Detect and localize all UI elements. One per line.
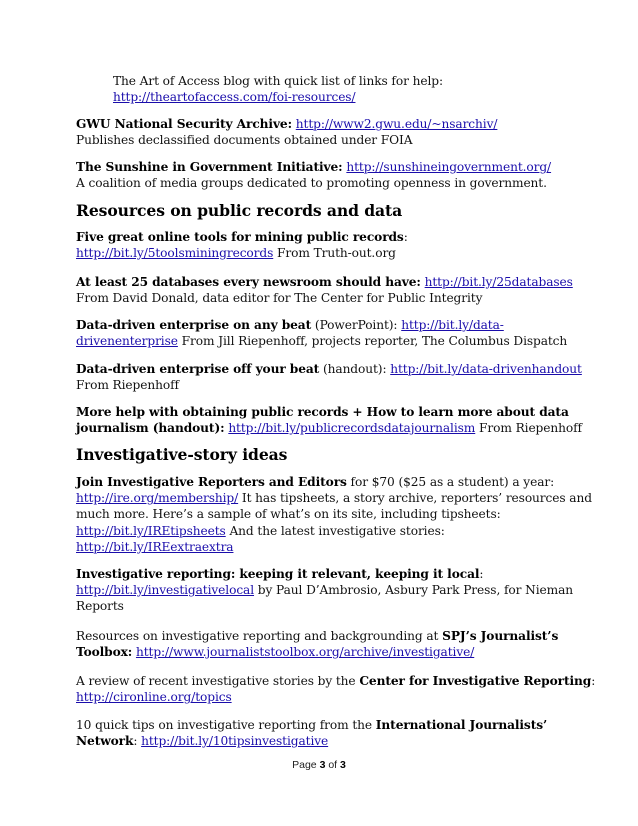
gwu-desc: Publishes declassified documents obtained under FOIA xyxy=(76,133,413,148)
more-help-source: From Riepenhoff xyxy=(475,421,582,436)
ire-desc-2: much more. Here’s a sample of what’s on its site, including tipsheets: xyxy=(76,507,501,522)
dde-off-title: Data-driven enterprise off your beat xyxy=(76,362,320,376)
dde-any-title: Data-driven enterprise on any beat xyxy=(76,318,312,332)
dde-any-link-part2[interactable]: drivenenterprise xyxy=(76,334,178,349)
cir-title: Center for Investigative Reporting xyxy=(359,674,592,688)
section-heading-public-records: Resources on public records and data xyxy=(76,201,403,220)
dde-any-format: (PowerPoint): xyxy=(311,318,402,332)
five-tools-link[interactable]: http://bit.ly/5toolsminingrecords xyxy=(76,246,274,261)
ijn-colon: : xyxy=(133,734,142,749)
spj-link[interactable]: http://www.journaliststoolbox.org/archive/investigative/ xyxy=(135,645,475,660)
more-help-title-line1: More help with obtaining public records + How to learn more about data xyxy=(76,405,569,419)
keeping-local-source: by Paul D’Ambrosio, Asbury Park Press, for Nieman xyxy=(254,583,573,598)
ijn-title-1: International Journalists’ xyxy=(375,718,548,732)
five-tools-colon: : xyxy=(403,230,408,244)
art-of-access-text: The Art of Access blog with quick list of links for help: xyxy=(113,74,443,88)
more-help-link[interactable]: http://bit.ly/publicrecordsdatajournalism xyxy=(228,421,476,436)
keeping-local-source-2: Reports xyxy=(76,599,124,614)
ire-membership-link[interactable]: http://ire.org/membership/ xyxy=(76,491,239,506)
footer-page-label: Page xyxy=(292,759,317,771)
cir-colon: : xyxy=(591,674,596,688)
spj-title-1: SPJ’s Journalist’s xyxy=(442,629,559,643)
cir-text: A review of recent investigative stories by the xyxy=(76,674,360,688)
art-of-access-link[interactable]: http://theartofaccess.com/foi-resources/ xyxy=(113,90,356,105)
keeping-local-link[interactable]: http://bit.ly/investigativelocal xyxy=(76,583,255,598)
five-tools-title: Five great online tools for mining public records xyxy=(76,230,404,244)
gwu-link[interactable]: http://www2.gwu.edu/~nsarchiv/ xyxy=(295,117,498,131)
more-help-title-line2: journalism (handout): xyxy=(76,421,225,436)
gwu-entry xyxy=(76,116,566,148)
databases-desc: From David Donald, data editor for The Center for Public Integrity xyxy=(76,291,483,306)
ire-tipsheets-link[interactable]: http://bit.ly/IREtipsheets xyxy=(76,523,226,538)
dde-off-entry xyxy=(76,361,582,393)
databases-link[interactable]: http://bit.ly/25databases xyxy=(424,275,573,289)
footer-page-total: 3 xyxy=(340,759,346,771)
ijn-entry xyxy=(76,717,566,749)
ire-title: Join Investigative Reporters and Editors xyxy=(76,475,347,489)
ijn-text: 10 quick tips on investigative reporting from the xyxy=(76,718,376,732)
art-of-access-entry xyxy=(113,73,563,105)
ijn-title-2: Network xyxy=(76,734,134,749)
sunshine-desc: A coalition of media groups dedicated to promoting openness in government. xyxy=(76,176,547,191)
spj-entry xyxy=(76,628,566,660)
ire-price: for $70 ($25 as a student) a year: xyxy=(346,475,555,489)
spj-title-2: Toolbox: xyxy=(76,645,133,660)
more-help-entry xyxy=(76,404,582,436)
ijn-link[interactable]: http://bit.ly/10tipsinvestigative xyxy=(141,734,329,749)
dde-off-format: (handout): xyxy=(319,362,391,376)
section-heading-investigative: Investigative-story ideas xyxy=(76,445,288,464)
five-tools-entry xyxy=(76,229,566,261)
keeping-local-entry xyxy=(76,566,573,615)
dde-any-entry xyxy=(76,317,566,349)
dde-any-link-part1[interactable]: http://bit.ly/data- xyxy=(401,318,504,332)
cir-link[interactable]: http://cironline.org/topics xyxy=(76,690,232,705)
dde-any-source: From Jill Riepenhoff, projects reporter, The Columbus Dispatch xyxy=(177,334,568,349)
databases-entry xyxy=(76,274,573,306)
ire-entry xyxy=(76,474,592,555)
footer-of-label: of xyxy=(328,759,338,771)
sunshine-title: The Sunshine in Government Initiative: xyxy=(76,160,343,174)
gwu-title: GWU National Security Archive: xyxy=(76,117,292,131)
footer-page-number: 3 xyxy=(319,759,326,771)
ire-desc-1: It has tipsheets, a story archive, reporters’ resources and xyxy=(238,491,592,506)
dde-off-link[interactable]: http://bit.ly/data-drivenhandout xyxy=(390,362,582,376)
dde-off-desc: From Riepenhoff xyxy=(76,378,179,393)
ire-desc-3: And the latest investigative stories: xyxy=(225,523,445,538)
five-tools-source: From Truth-out.org xyxy=(273,246,396,261)
cir-entry xyxy=(76,673,596,705)
databases-title: At least 25 databases every newsroom should have: xyxy=(76,275,421,289)
keeping-local-colon: : xyxy=(479,567,484,581)
ire-extra-link[interactable]: http://bit.ly/IREextraextra xyxy=(76,539,234,554)
sunshine-link[interactable]: http://sunshineingovernment.org/ xyxy=(346,160,552,174)
sunshine-entry xyxy=(76,159,566,191)
keeping-local-title: Investigative reporting: keeping it relevant, keeping it local xyxy=(76,567,480,581)
page-footer xyxy=(0,759,638,771)
spj-text: Resources on investigative reporting and backgrounding at xyxy=(76,629,443,643)
